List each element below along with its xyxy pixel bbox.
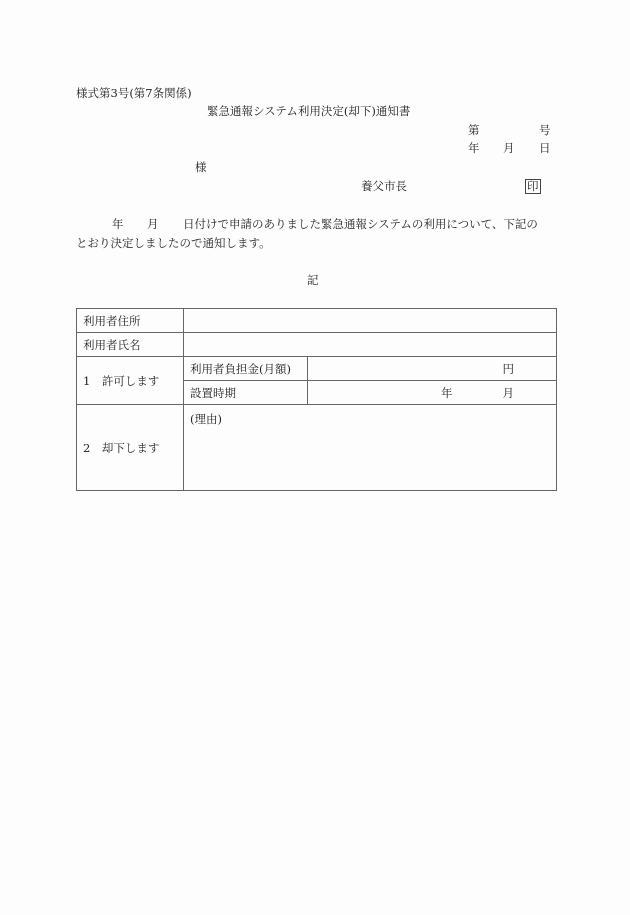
date-month: 月 [503,141,515,155]
date-day: 日 [539,141,551,155]
body-line2: とおり決定しましたので通知します。 [76,236,271,250]
reject-label: 2 却下します [77,405,184,491]
body-year: 年 [112,217,124,231]
table-row [77,405,557,491]
body-month: 月 [147,217,159,231]
reason-field[interactable] [184,405,557,491]
document-number-prefix: 第 [468,123,480,137]
form-number: 様式第3号(第7条関係) [76,86,192,100]
body-line1: 日付けで申請のありました緊急通報システムの利用について、下記の [183,217,538,231]
approve-label: 1 許可します [77,357,184,405]
fee-field[interactable] [308,357,557,381]
ki-heading: 記 [307,273,319,287]
install-month: 月 [502,385,514,400]
fee-unit: 円 [502,361,514,376]
install-label: 設置時期 [184,381,308,405]
table-row [77,357,557,381]
reason-label: (理由) [190,412,222,426]
date-year: 年 [468,141,480,155]
table-row [77,309,557,333]
document-title: 緊急通報システム利用決定(却下)通知書 [207,104,411,118]
name-field[interactable] [184,333,557,357]
table-row [77,333,557,357]
address-label: 利用者住所 [77,309,184,333]
install-field[interactable] [308,381,557,405]
address-field[interactable] [184,309,557,333]
addressee-suffix: 様 [195,160,207,174]
decision-table [76,308,557,491]
seal-mark: 印 [527,179,539,193]
issuer-name: 養父市長 [361,179,407,193]
document-number-suffix: 号 [539,123,551,137]
fee-label: 利用者負担金(月額) [184,357,308,381]
name-label: 利用者氏名 [77,333,184,357]
install-year: 年 [441,385,453,400]
